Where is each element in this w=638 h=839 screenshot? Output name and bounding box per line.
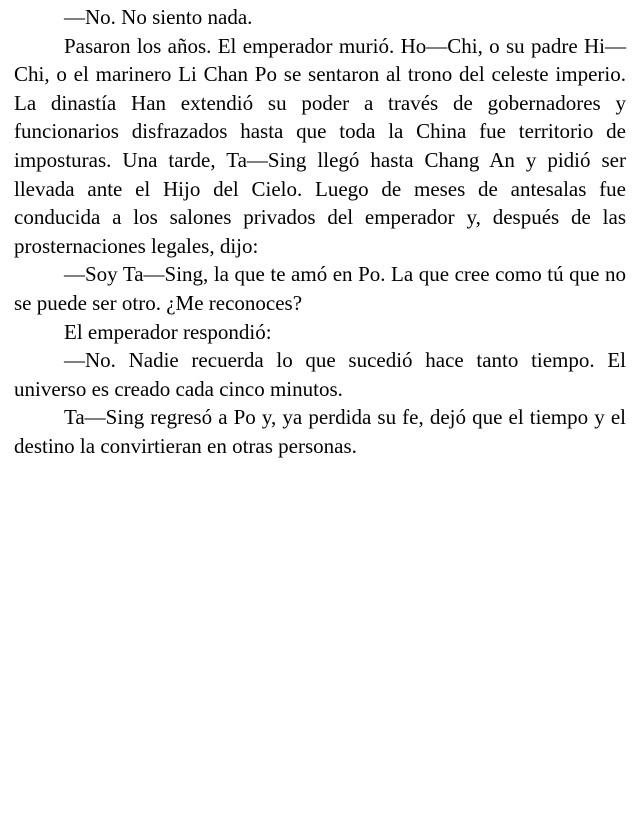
- paragraph-emperor-responded: El emperador respondió:: [64, 319, 272, 344]
- paragraph-dialogue-soy-ta-sing: —Soy Ta—Sing, la que te amó en Po. La que cree como tú que no se puede ser otro. ¿Me reconoces?: [14, 262, 626, 315]
- paragraph-ending: Ta—Sing regresó a Po y, ya perdida su fe, dejó que el tiempo y el destino la convirtieran en otras personas.: [14, 405, 626, 458]
- paragraph-dialogue-no-siento: —No. No siento nada.: [64, 5, 253, 29]
- document-page: [14, 0, 626, 461]
- paragraph-narrative-emperor: Pasaron los años. El emperador murió. Ho—Chi, o su padre Hi—Chi, o el marinero Li Chan Po se sentaron al trono del celeste imperio. La dinastía Han extendió su poder a través de gobernadores y funcionarios disfrazados hasta que toda la China fue territorio de imposturas. Una tarde, Ta—Sing llegó hasta Chang An y pidió ser llevada ante el Hijo del Cielo. Luego de meses de antesalas fue conducida a los salones privados del emperador y, después de las prosternaciones legales, dijo:: [14, 33, 626, 258]
- paragraph-dialogue-nadie-recuerda: —No. Nadie recuerda lo que sucedió hace tanto tiempo. El universo es creado cada cinco minutos.: [14, 348, 626, 401]
